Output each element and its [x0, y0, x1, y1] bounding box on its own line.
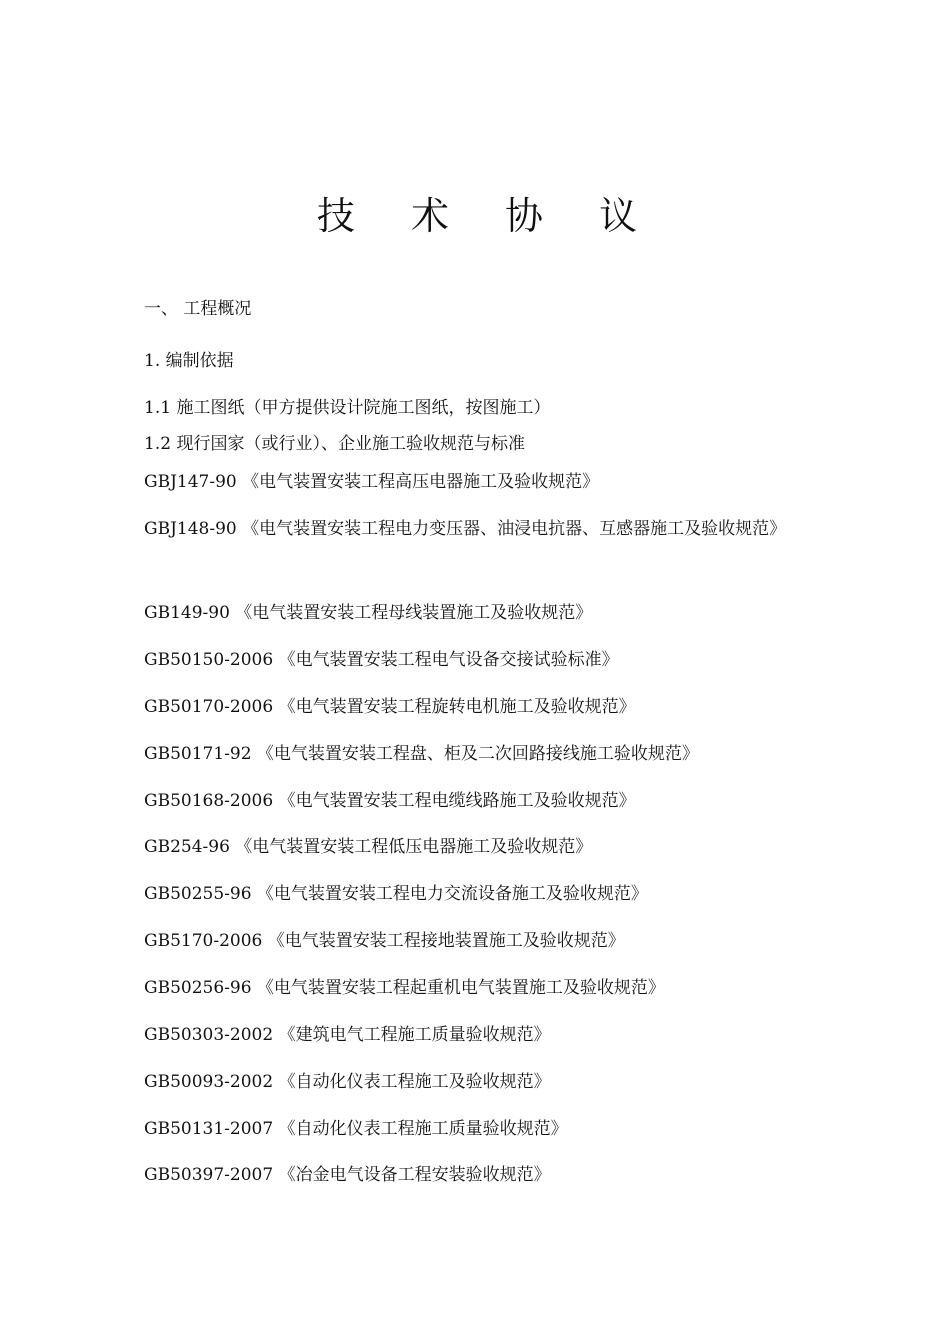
standard-line: GB50171-92 《电气装置安装工程盘、柜及二次回路接线施工验收规范》	[144, 744, 699, 764]
standard-line: GB50397-2007 《冶金电气设备工程安装验收规范》	[144, 1165, 551, 1185]
standard-line: GB50170-2006 《电气装置安装工程旋转电机施工及验收规范》	[144, 697, 636, 717]
standard-line: GB254-96 《电气装置安装工程低压电器施工及验收规范》	[144, 837, 593, 857]
standard-line: GB50131-2007 《自动化仪表工程施工质量验收规范》	[144, 1119, 568, 1139]
standard-line: GB50255-96 《电气装置安装工程电力交流设备施工及验收规范》	[144, 884, 648, 904]
standard-line: GB50093-2002 《自动化仪表工程施工及验收规范》	[144, 1072, 551, 1092]
item-standards: 1.2 现行国家（或行业）、企业施工验收规范与标准	[144, 434, 525, 454]
standard-line: GBJ147-90 《电气装置安装工程高压电器施工及验收规范》	[144, 472, 600, 492]
standard-line: GB50168-2006 《电气装置安装工程电缆线路施工及验收规范》	[144, 791, 636, 811]
standard-line: GB50150-2006 《电气装置安装工程电气设备交接试验标准》	[144, 650, 619, 670]
standard-line: GB149-90 《电气装置安装工程母线装置施工及验收规范》	[144, 603, 593, 623]
standard-line: GB50303-2002 《建筑电气工程施工质量验收规范》	[144, 1025, 551, 1045]
standard-line: GB5170-2006 《电气装置安装工程接地装置施工及验收规范》	[144, 931, 625, 951]
document-title: 技 术 协 议	[316, 194, 660, 238]
standard-line: GBJ148-90 《电气装置安装工程电力变压器、油浸电抗器、互感器施工及验收规范》	[144, 519, 787, 539]
subsection-heading: 1. 编制依据	[144, 351, 234, 371]
item-drawings: 1.1 施工图纸（甲方提供设计院施工图纸，按图施工）	[144, 398, 551, 418]
standard-line: GB50256-96 《电气装置安装工程起重机电气装置施工及验收规范》	[144, 978, 665, 998]
section-heading: 一、 工程概况	[144, 299, 252, 319]
